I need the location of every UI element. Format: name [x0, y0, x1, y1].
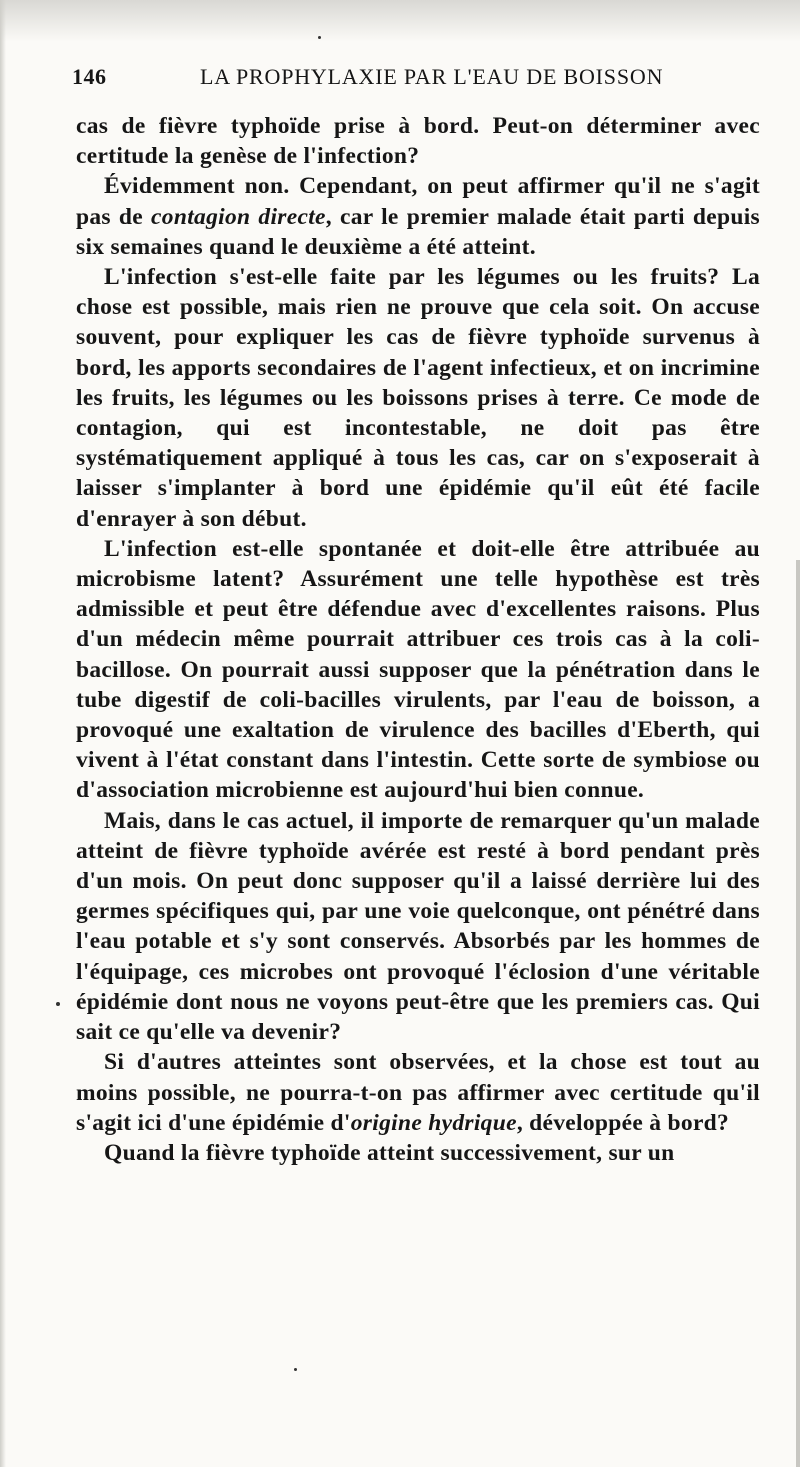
paragraph-3-text: L'infection s'est-elle faite par les légumes ou les fruits? La chose est possible, mais rien ne prouve que cela soit. On accuse souvent, pour expliquer les cas de fièvre typhoïde survenus à bord, les apports secondaires de l'agent infectieux, et on incrimine les fruits, les légumes ou les boissons prises à terre. Ce mode de contagion, qui est incontestable, ne doit pas être systématiquement appliqué à tous les cas, car on s'exposerait à laisser s'implanter à bord une épidémie qu'il eût été facile d'enrayer à son début.: [76, 264, 760, 532]
paragraph-6-text-end: , développée à bord?: [516, 1109, 730, 1136]
body-text: [76, 111, 760, 1168]
paragraph-2-text-end: , car le premier malade était parti depuis six semaines quand le deuxième a été atteint.: [76, 203, 760, 260]
page-header: [72, 64, 744, 98]
paragraph-4-text: L'infection est-elle spontanée et doit-elle être attribuée au microbisme latent? Assurément une telle hypothèse est très admissible et peut être défendue avec d'excellentes raisons. Plus d'un médecin même pourrait attribuer ces trois cas à la coli-bacillose. On pourrait aussi supposer que la pénétration dans le tube digestif de coli-bacilles virulents, par l'eau de boisson, a provoqué une exaltation de virulence des bacilles d'Eberth, qui vivent à l'état constant dans l'intestin. Cette sorte de symbiose ou d'association microbienne est aujourd'hui bien connue.: [76, 535, 760, 804]
paragraph-5: [76, 806, 760, 1048]
paragraph-6-italic: origine hydrique: [350, 1109, 517, 1136]
scan-right-edge: [796, 560, 800, 1467]
scan-speck: [294, 1368, 297, 1371]
paragraph-2-text-start: Évidemment non. Cependant, on peut affirmer qu'il ne s'agit pas de: [76, 173, 760, 230]
paragraph-1: [76, 111, 760, 171]
page-number: 146: [72, 64, 107, 89]
scan-speck: [318, 36, 321, 39]
paragraph-6-text-start: Si d'autres atteintes sont observées, et la chose est tout au moins possible, ne pourra-t-on pas affirmer avec certitude qu'il s'agit ici d'une épidémie d': [76, 1049, 760, 1136]
scan-top-shadow: [0, 0, 800, 42]
scan-speck: [56, 1002, 60, 1006]
paragraph-5-text: Mais, dans le cas actuel, il importe de remarquer qu'un malade atteint de fièvre typhoïde avérée est resté à bord pendant près d'un mois. On peut donc supposer qu'il a laissé derrière lui des germes spécifiques qui, par une voie quelconque, ont pénétré dans l'eau potable et s'y sont conservés. Absorbés par les hommes de l'équipage, ces microbes ont provoqué l'éclosion d'une véritable épidémie dont nous ne voyons peut-être que les premiers cas. Qui sait ce qu'elle va devenir?: [76, 807, 760, 1046]
paragraph-7: [76, 1138, 760, 1168]
running-head: LA PROPHYLAXIE PAR L'EAU DE BOISSON: [200, 64, 664, 89]
paragraph-2-italic: contagion directe: [151, 203, 326, 230]
scan-left-edge: [0, 0, 6, 1467]
paragraph-4: [76, 534, 760, 806]
paragraph-1-text: cas de fièvre typhoïde prise à bord. Peut-on déterminer avec certitude la genèse de l'infection?: [76, 113, 760, 170]
paragraph-6: [76, 1047, 760, 1138]
paragraph-7-text: Quand la fièvre typhoïde atteint successivement, sur un: [104, 1139, 675, 1166]
paragraph-3: [76, 262, 760, 534]
paragraph-2: [76, 171, 760, 262]
